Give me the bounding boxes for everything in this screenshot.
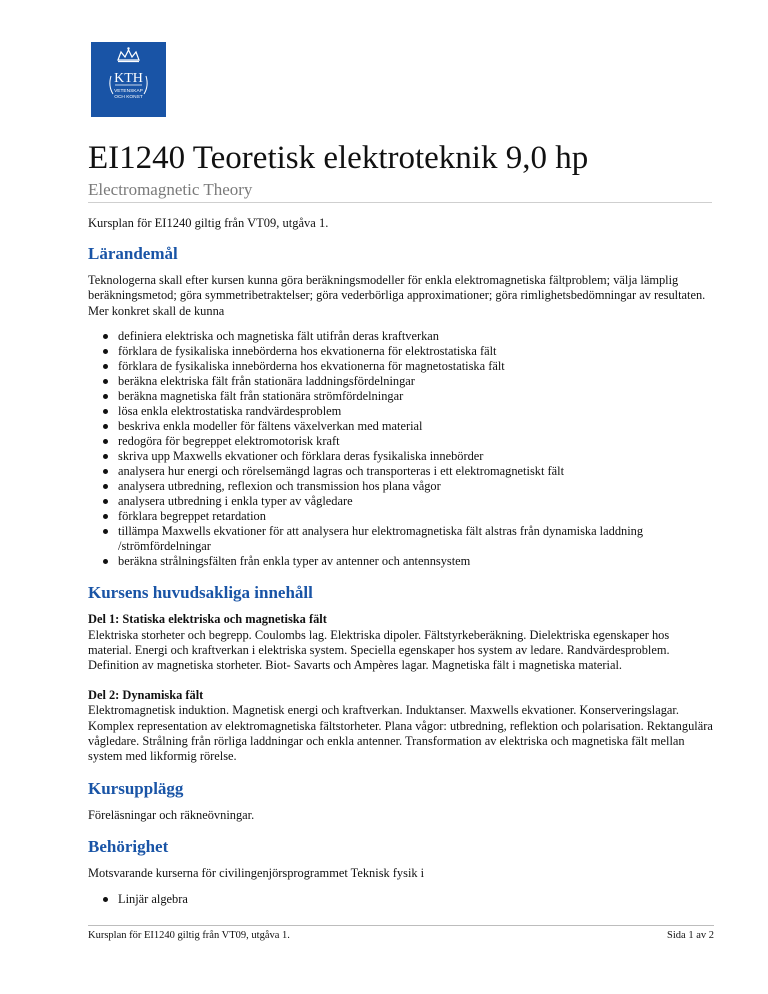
section-behorighet <box>88 837 714 906</box>
list-item: definiera elektriska och magnetiska fält utifrån deras kraftverkan <box>118 329 714 344</box>
list-item: Linjär algebra <box>118 892 714 907</box>
course-subtitle: Electromagnetic Theory <box>88 180 253 199</box>
list-item: skriva upp Maxwells ekvationer och förklara deras fysikaliska innebörder <box>118 449 714 464</box>
prerequisites-list <box>88 892 714 907</box>
list-item: analysera utbredning i enkla typer av vågledare <box>118 494 714 509</box>
section-intro: Teknologerna skall efter kursen kunna göra beräkningsmodeller för enkla elektromagnetiska fältproblem; välja lämplig beräkningsmetod; göra symmetribetraktelser; göra vederbörliga approximationer; göra rimlighetsbedömningar av resultaten. Mer konkret skall de kunna <box>88 273 706 318</box>
validity-note: Kursplan för EI1240 giltig från VT09, utgåva 1. <box>88 216 329 230</box>
list-item: tillämpa Maxwells ekvationer för att analysera hur elektromagnetiska fält alstras från dynamiska laddning /strömfördelningar <box>118 524 714 554</box>
list-item: beräkna magnetiska fält från stationära strömfördelningar <box>118 389 714 404</box>
section-heading: Lärandemål <box>88 244 178 263</box>
list-item: förklara begreppet retardation <box>118 509 714 524</box>
section-kursupplagg <box>88 779 714 823</box>
syllabus-content <box>88 244 714 907</box>
kth-logo <box>91 42 166 117</box>
footer-validity: Kursplan för EI1240 giltig från VT09, utgåva 1. <box>88 930 290 941</box>
course-title: EI1240 Teoretisk elektroteknik 9,0 hp <box>88 140 589 176</box>
section-text: Föreläsningar och räkneövningar. <box>88 807 255 822</box>
list-item: beräkna elektriska fält från stationära laddningsfördelningar <box>118 374 714 389</box>
learning-outcomes-list <box>88 329 714 569</box>
footer-divider <box>88 925 714 926</box>
list-item: lösa enkla elektrostatiska randvärdesproblem <box>118 404 714 419</box>
title-divider <box>88 202 712 203</box>
list-item: beräkna strålningsfälten från enkla typer av antenner och antennsystem <box>118 554 714 569</box>
svg-text:OCH KONST: OCH KONST <box>114 95 143 100</box>
part-text: Elektriska storheter och begrepp. Coulombs lag. Elektriska dipoler. Fältstyrkeberäkning. Dielektriska egenskaper hos material. Energi och kraftverkan i elektriska system. Speciella egenskaper hos system av ledare. Randvärdesproblem. Definition av magnetiska storheter. Biot- Savarts och Ampères lagar. Magnetiska fält i magnetiska material. <box>88 627 670 673</box>
list-item: analysera utbredning, reflexion och transmission hos plana vågor <box>118 479 714 494</box>
list-item: förklara de fysikaliska innebörderna hos ekvationerna för elektrostatiska fält <box>118 344 714 359</box>
page-number: Sida 1 av 2 <box>667 930 714 941</box>
list-item: redogöra för begreppet elektromotorisk kraft <box>118 434 714 449</box>
part-heading: Del 2: Dynamiska fält <box>88 687 204 702</box>
part-heading: Del 1: Statiska elektriska och magnetiska fält <box>88 612 327 627</box>
list-item: beskriva enkla modeller för fältens växelverkan med material <box>118 419 714 434</box>
section-heading: Kursupplägg <box>88 778 184 798</box>
kth-logo-graphic <box>91 42 166 117</box>
part-text: Elektromagnetisk induktion. Magnetisk energi och kraftverkan. Induktanser. Maxwells ekvationer. Konserveringslagar. Komplex representation av elektromagnetiska fältstorheter. Plana vågor: utbredning, reflektion och polarisation. Rektangulära vågledare. Strålning från rörliga laddningar och enkla antenner. Transformation av elektriska och magnetiska fält mellan system med likformig rörelse. <box>88 703 713 764</box>
svg-text:KTH: KTH <box>114 71 143 86</box>
section-heading: Behörighet <box>88 837 169 857</box>
section-heading: Kursens huvudsakliga innehåll <box>88 583 313 603</box>
section-larandemal <box>88 244 714 569</box>
list-item: analysera hur energi och rörelsemängd lagras och transporteras i ett elektromagnetiskt fält <box>118 464 714 479</box>
section-innehall <box>88 583 714 765</box>
svg-text:VETENSKAP: VETENSKAP <box>114 89 143 94</box>
section-text: Motsvarande kurserna för civilingenjörsprogrammet Teknisk fysik i <box>88 866 425 881</box>
list-item: förklara de fysikaliska innebörderna hos ekvationerna för magnetostatiska fält <box>118 359 714 374</box>
